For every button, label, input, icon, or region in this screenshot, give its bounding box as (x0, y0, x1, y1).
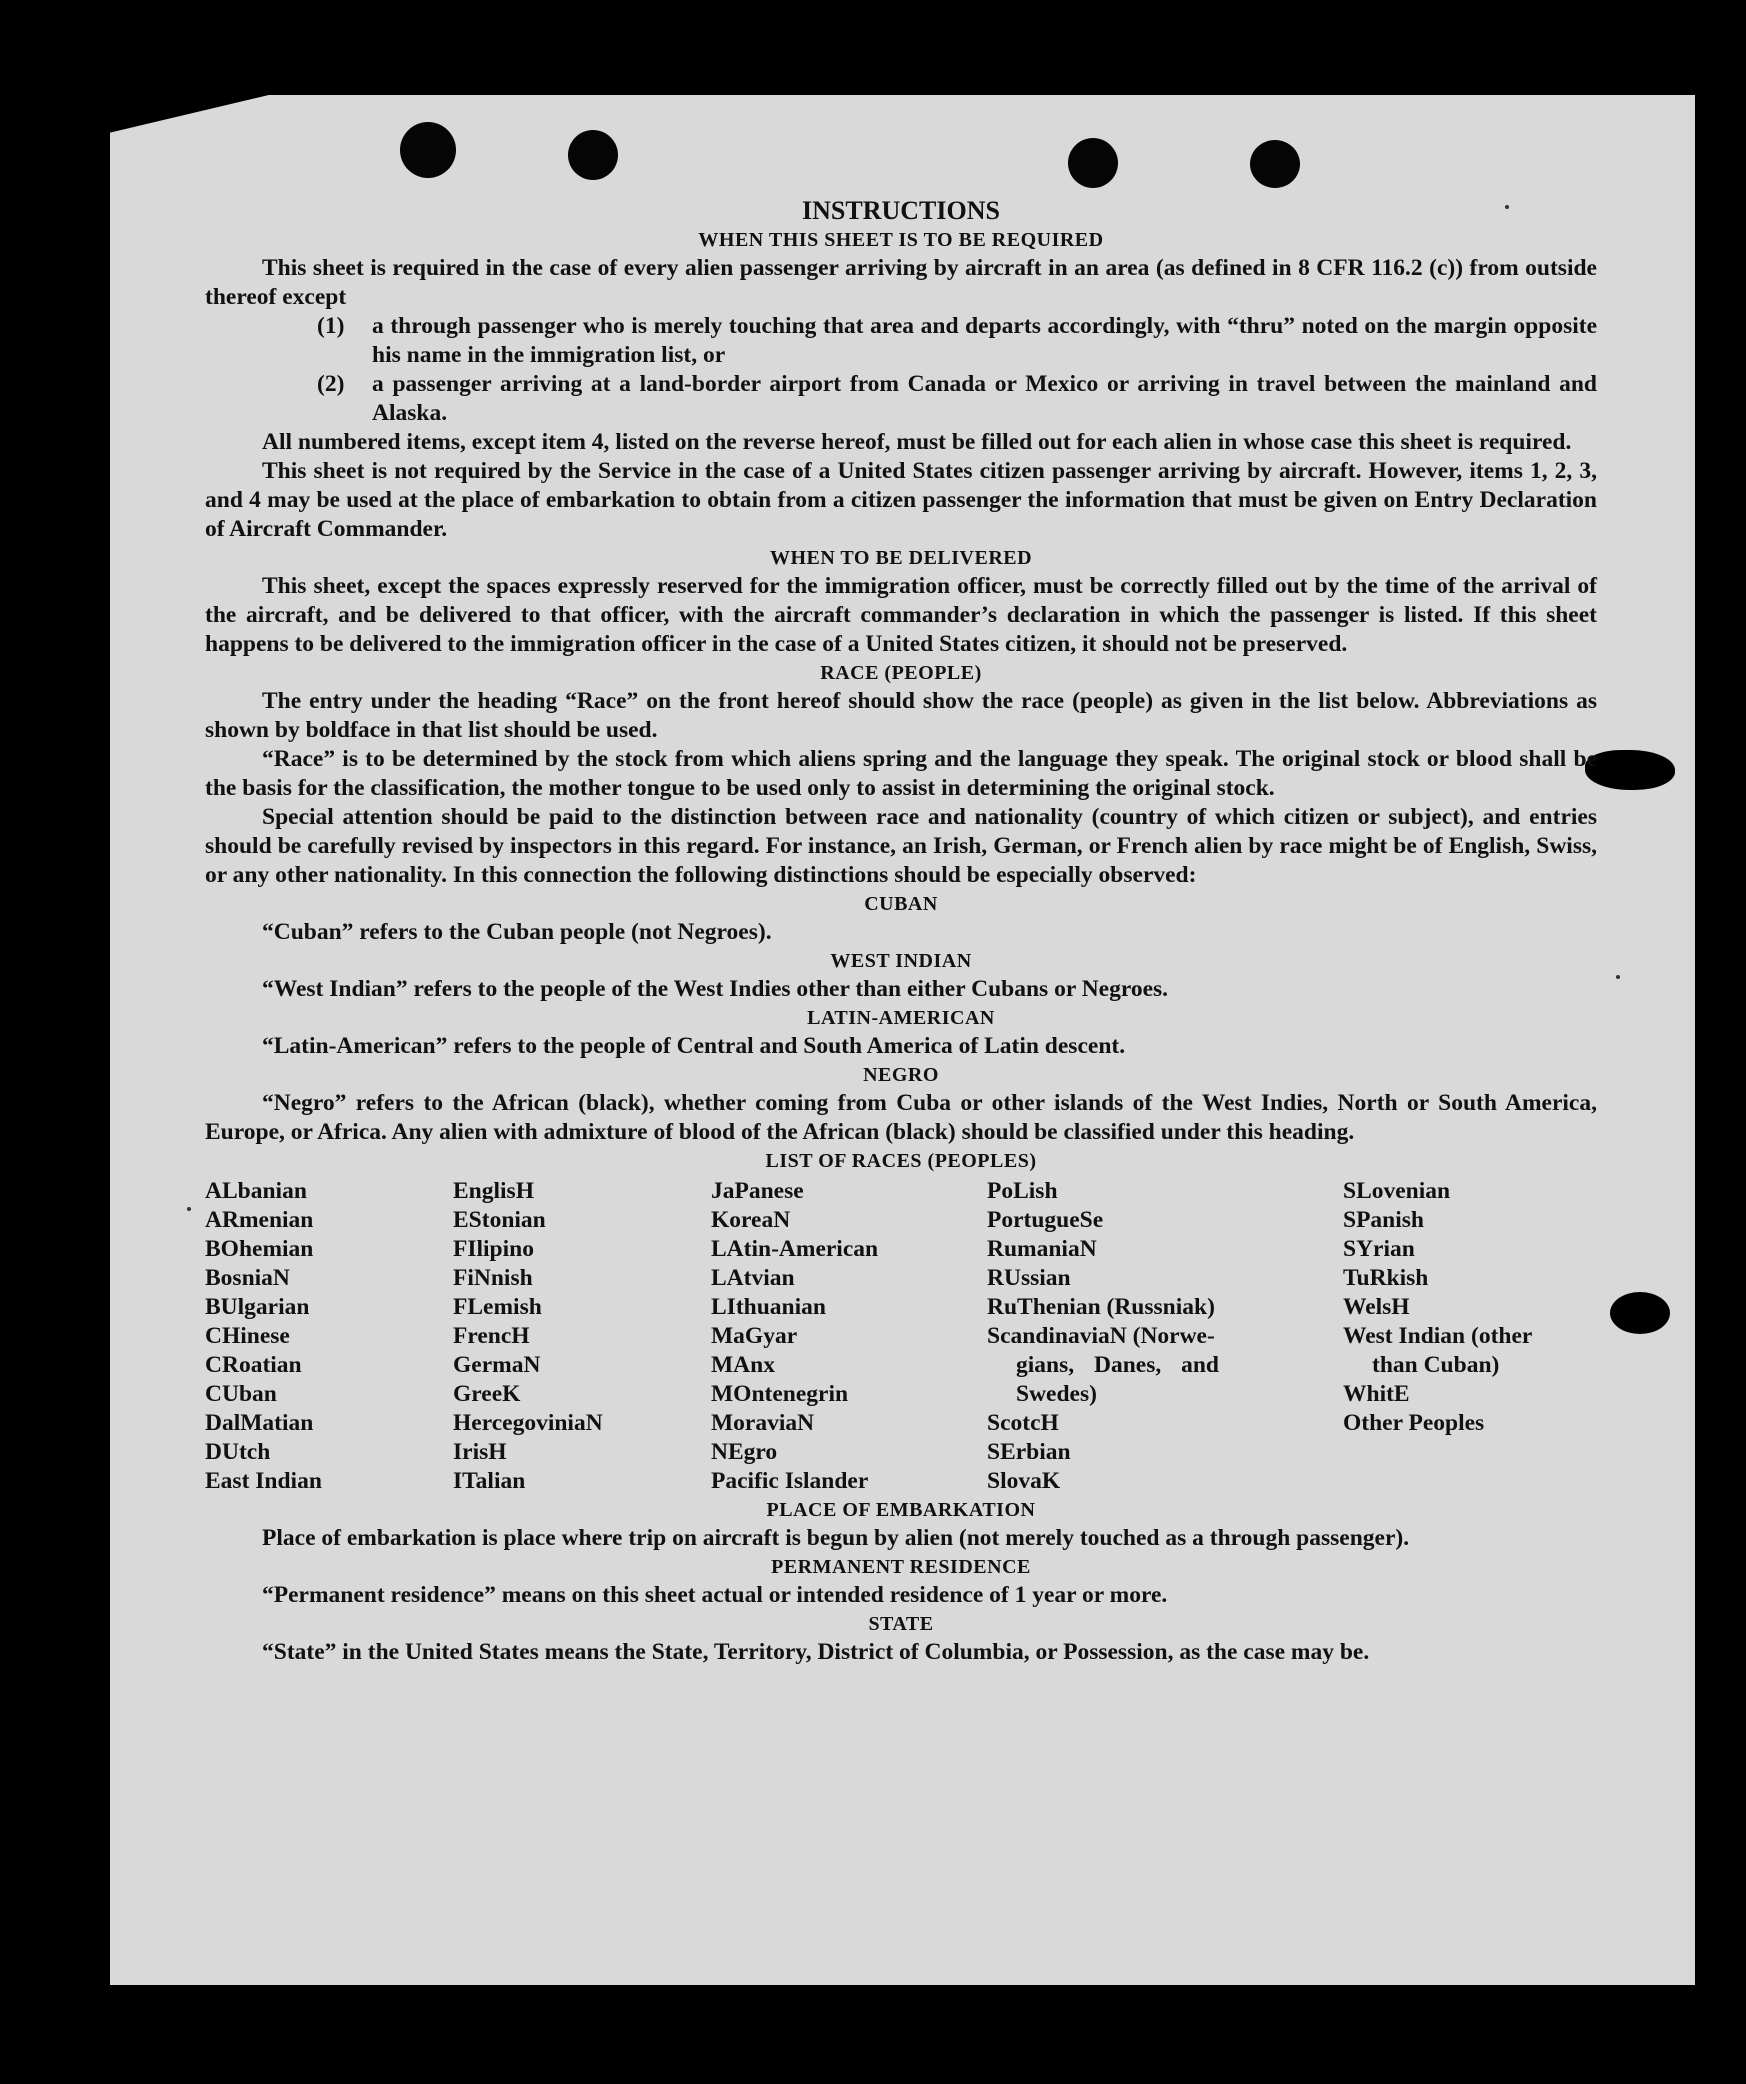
paragraph: Special attention should be paid to the distinction between race and nationality (country of which citizen or subject), and entries should be carefully revised by inspectors in this regard. For instance, an Irish, German, or French alien by race might be of English, Swiss, or any other nationality. In this connection the following distinctions should be especially observed: (205, 804, 1597, 888)
paragraph: The entry under the heading “Race” on the front hereof should show the race (people) as given in the list below. Abbreviations as shown by boldface in that list should be used. (205, 688, 1597, 743)
race-column (987, 1177, 1343, 1496)
exception-item (205, 312, 1597, 370)
race-entry: RuThenian (Russniak) (987, 1294, 1215, 1320)
paragraph: “West Indian” refers to the people of the West Indies other than either Cubans or Negroes. (262, 976, 1169, 1002)
paragraph: This sheet is not required by the Service in the case of a United States citizen passenger arriving by aircraft. However, items 1, 2, 3, and 4 may be used at the place of embarkation to obtain from a citizen passenger the information that must be given on Entry Declaration of Aircraft Commander. (205, 458, 1597, 542)
race-entry: ITalian (453, 1468, 526, 1494)
race-entry: DalMatian (205, 1410, 314, 1436)
paragraph: “Permanent residence” means on this sheet actual or intended residence of 1 year or more. (262, 1582, 1168, 1608)
race-entry: KoreaN (711, 1207, 791, 1233)
race-entry: MoraviaN (711, 1410, 815, 1436)
race-entry: CUban (205, 1381, 277, 1407)
race-entry: TuRkish (1343, 1265, 1429, 1291)
item-number: (1) (317, 313, 345, 339)
section-heading-residence: PERMANENT RESIDENCE (771, 1556, 1031, 1578)
race-entry: PortugueSe (987, 1207, 1104, 1233)
race-entry: ARmenian (205, 1207, 314, 1233)
punch-hole (1068, 138, 1118, 188)
section-heading-negro: NEGRO (863, 1064, 939, 1086)
punch-hole (568, 130, 618, 180)
race-entry: SLovenian (1343, 1178, 1451, 1204)
race-entry: Other Peoples (1343, 1410, 1485, 1436)
ink-blot (1585, 750, 1675, 790)
race-entry: SPanish (1343, 1207, 1424, 1233)
section-heading-latin-american: LATIN-AMERICAN (807, 1007, 995, 1029)
race-entry: MAnx (711, 1352, 775, 1378)
race-entry: ALbanian (205, 1178, 307, 1204)
race-entry: IrisH (453, 1439, 507, 1465)
document-sheet (110, 95, 1695, 1985)
section-heading-when-required: WHEN THIS SHEET IS TO BE REQUIRED (698, 229, 1104, 251)
race-entry: WhitE (1343, 1381, 1410, 1407)
paragraph: Place of embarkation is place where trip on aircraft is begun by alien (not merely touched as a through passenger). (262, 1525, 1410, 1551)
race-entry: NEgro (711, 1439, 778, 1465)
section-heading-state: STATE (868, 1613, 934, 1635)
race-entry: JaPanese (711, 1178, 804, 1204)
race-entry: East Indian (205, 1468, 322, 1494)
race-column (205, 1177, 453, 1496)
race-entry: FrencH (453, 1323, 530, 1349)
section-heading-cuban: CUBAN (864, 893, 938, 915)
punch-hole (1250, 140, 1300, 188)
race-entry: LAtin-American (711, 1236, 879, 1262)
section-heading-list-of-races: LIST OF RACES (PEOPLES) (765, 1150, 1037, 1172)
paragraph: All numbered items, except item 4, listed on the reverse hereof, must be filled out for each alien in whose case this sheet is required. (262, 429, 1572, 455)
race-entry: RUssian (987, 1265, 1071, 1291)
race-entry: MaGyar (711, 1323, 798, 1349)
race-entry: DUtch (205, 1439, 271, 1465)
race-entry: LAtvian (711, 1265, 795, 1291)
race-entry: RumaniaN (987, 1236, 1097, 1262)
exception-item (205, 370, 1597, 428)
item-text: a passenger arriving at a land-border airport from Canada or Mexico or arriving in travel between the mainland and Alaska. (372, 371, 1597, 426)
race-entry: EStonian (453, 1207, 546, 1233)
race-entry: EnglisH (453, 1178, 534, 1204)
race-entry: WelsH (1343, 1294, 1410, 1320)
race-entry: CRoatian (205, 1352, 302, 1378)
race-entry: LIthuanian (711, 1294, 826, 1320)
race-entry: FIlipino (453, 1236, 534, 1262)
item-number: (2) (317, 371, 345, 397)
race-column (453, 1177, 711, 1496)
race-entry: than Cuban) (1372, 1352, 1500, 1378)
speck (1616, 975, 1620, 979)
page-title: INSTRUCTIONS (802, 196, 1000, 225)
race-list (205, 1177, 1597, 1496)
section-heading-west-indian: WEST INDIAN (830, 950, 972, 972)
race-entry: West Indian (other (1343, 1323, 1533, 1349)
paragraph: This sheet is required in the case of every alien passenger arriving by aircraft in an area (as defined in 8 CFR 116.2 (c)) from outside thereof except (205, 255, 1597, 310)
race-entry: FiNnish (453, 1265, 533, 1291)
race-entry: gians, Danes, and (1016, 1352, 1219, 1378)
section-heading-when-delivered: WHEN TO BE DELIVERED (769, 547, 1033, 569)
torn-corner (100, 90, 290, 135)
paragraph: “Latin-American” refers to the people of Central and South America of Latin descent. (262, 1033, 1126, 1059)
race-entry: FLemish (453, 1294, 542, 1320)
paragraph: “State” in the United States means the State, Territory, District of Columbia, or Possession, as the case may be. (262, 1639, 1370, 1665)
race-entry: SlovaK (987, 1468, 1061, 1494)
race-column (711, 1177, 987, 1496)
section-heading-race: RACE (PEOPLE) (820, 662, 982, 684)
paragraph: “Cuban” refers to the Cuban people (not Negroes). (262, 919, 772, 945)
race-column (1343, 1177, 1597, 1496)
punch-hole (400, 122, 456, 178)
paragraph: “Race” is to be determined by the stock from which aliens spring and the language they speak. The original stock or blood shall be the basis for the classification, the mother tongue to be used only to assist in determining the original stock. (205, 746, 1597, 801)
race-entry: ScandinaviaN (Norwe- (987, 1323, 1215, 1349)
race-entry: GermaN (453, 1352, 541, 1378)
paragraph: This sheet, except the spaces expressly reserved for the immigration officer, must be correctly filled out by the time of the arrival of the aircraft, and be delivered to that officer, with the aircraft commander’s declaration in which the passenger is listed. If this sheet happens to be delivered to the immigration officer in the case of a United States citizen, it should not be preserved. (205, 573, 1597, 657)
race-entry: Pacific Islander (711, 1468, 869, 1494)
speck (187, 1207, 191, 1211)
race-entry: SErbian (987, 1439, 1071, 1465)
race-entry: BOhemian (205, 1236, 314, 1262)
item-text: a through passenger who is merely touching that area and departs accordingly, with “thru” noted on the margin opposite his name in the immigration list, or (372, 313, 1597, 368)
race-entry: BUlgarian (205, 1294, 310, 1320)
race-entry: CHinese (205, 1323, 290, 1349)
paragraph: “Negro” refers to the African (black), whether coming from Cuba or other islands of the West Indies, North or South America, Europe, or Africa. Any alien with admixture of blood of the African (black) should be classified under this heading. (205, 1090, 1597, 1145)
race-entry: PoLish (987, 1178, 1058, 1204)
instructions-body (205, 195, 1597, 1667)
race-entry: GreeK (453, 1381, 521, 1407)
race-entry: SYrian (1343, 1236, 1415, 1262)
race-entry: MOntenegrin (711, 1381, 849, 1407)
race-entry: HercegoviniaN (453, 1410, 603, 1436)
race-entry: ScotcH (987, 1410, 1059, 1436)
ink-blot (1610, 1292, 1670, 1334)
race-entry: Swedes) (1016, 1381, 1097, 1407)
race-entry: BosniaN (205, 1265, 290, 1291)
section-heading-embarkation: PLACE OF EMBARKATION (766, 1499, 1036, 1521)
